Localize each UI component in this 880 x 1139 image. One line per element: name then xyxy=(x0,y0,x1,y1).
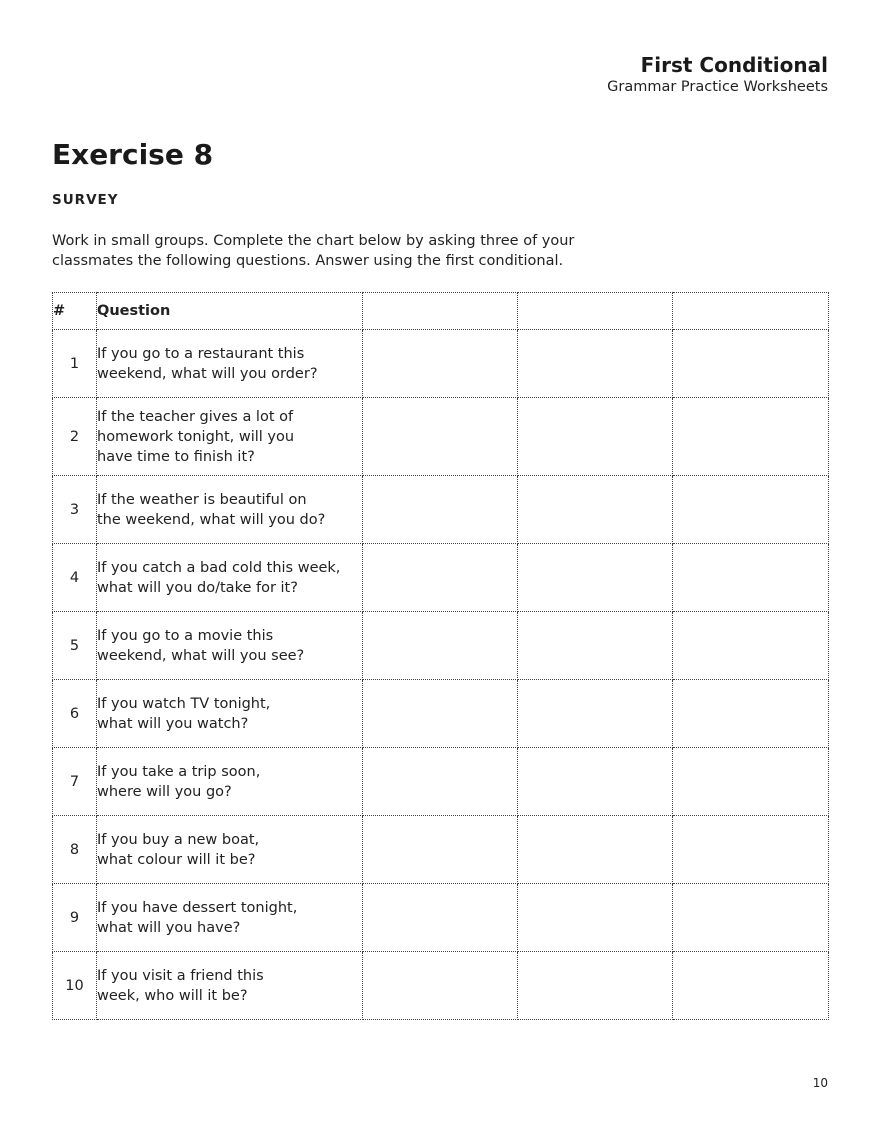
row-number: 9 xyxy=(53,884,97,952)
survey-table xyxy=(52,292,829,1020)
question-cell xyxy=(97,748,363,816)
table-row xyxy=(53,952,829,1020)
question-line: homework tonight, will you xyxy=(97,428,295,445)
answer-cell-2[interactable] xyxy=(518,330,673,398)
answer-cell-2[interactable] xyxy=(518,884,673,952)
row-number: 7 xyxy=(53,748,97,816)
table-row xyxy=(53,612,829,680)
answer-cell-2[interactable] xyxy=(518,476,673,544)
answer-cell-1[interactable] xyxy=(363,884,518,952)
question-line: week, who will it be? xyxy=(97,987,248,1004)
question-cell xyxy=(97,476,363,544)
question-line: If the weather is beautiful on xyxy=(97,491,307,508)
question-line: what colour will it be? xyxy=(97,851,256,868)
question-line: the weekend, what will you do? xyxy=(97,511,326,528)
row-number: 6 xyxy=(53,680,97,748)
question-line: have time to finish it? xyxy=(97,448,255,465)
page-number: 10 xyxy=(812,1076,828,1090)
question-line: where will you go? xyxy=(97,783,232,800)
table-row xyxy=(53,330,829,398)
answer-cell-1[interactable] xyxy=(363,748,518,816)
question-line: If you have dessert tonight, xyxy=(97,899,298,916)
answer-cell-1[interactable] xyxy=(363,816,518,884)
instructions-line: classmates the following questions. Answer using the first conditional. xyxy=(52,253,564,269)
instructions-line: Work in small groups. Complete the chart below by asking three of your xyxy=(52,233,575,249)
answer-cell-3[interactable] xyxy=(673,748,829,816)
table-row xyxy=(53,476,829,544)
question-cell xyxy=(97,680,363,748)
question-cell xyxy=(97,884,363,952)
question-cell xyxy=(97,952,363,1020)
table-row xyxy=(53,816,829,884)
answer-cell-3[interactable] xyxy=(673,680,829,748)
answer-cell-1[interactable] xyxy=(363,330,518,398)
answer-cell-2[interactable] xyxy=(518,398,673,476)
answer-cell-1[interactable] xyxy=(363,680,518,748)
exercise-title: Exercise 8 xyxy=(52,138,214,171)
row-number: 1 xyxy=(53,330,97,398)
answer-cell-3[interactable] xyxy=(673,476,829,544)
question-cell xyxy=(97,398,363,476)
question-line: what will you watch? xyxy=(97,715,249,732)
answer-cell-1[interactable] xyxy=(363,398,518,476)
question-line: weekend, what will you see? xyxy=(97,647,305,664)
question-cell xyxy=(97,544,363,612)
question-line: what will you do/take for it? xyxy=(97,579,298,596)
question-line: If you go to a restaurant this xyxy=(97,345,305,362)
answer-cell-1[interactable] xyxy=(363,612,518,680)
header-classmate-1 xyxy=(363,293,518,330)
table-row xyxy=(53,884,829,952)
question-line: If the teacher gives a lot of xyxy=(97,408,294,425)
question-line: If you take a trip soon, xyxy=(97,763,261,780)
answer-cell-3[interactable] xyxy=(673,398,829,476)
row-number: 8 xyxy=(53,816,97,884)
section-label: SURVEY xyxy=(52,192,119,208)
header-classmate-2 xyxy=(518,293,673,330)
answer-cell-3[interactable] xyxy=(673,544,829,612)
question-line: If you catch a bad cold this week, xyxy=(97,559,341,576)
table-row xyxy=(53,748,829,816)
question-line: what will you have? xyxy=(97,919,241,936)
question-line: If you visit a friend this xyxy=(97,967,264,984)
answer-cell-2[interactable] xyxy=(518,952,673,1020)
answer-cell-2[interactable] xyxy=(518,544,673,612)
table-header-row xyxy=(53,293,829,330)
question-cell xyxy=(97,612,363,680)
row-number: 2 xyxy=(53,398,97,476)
header-title: First Conditional xyxy=(640,53,828,77)
question-cell xyxy=(97,816,363,884)
table-row xyxy=(53,544,829,612)
header-question: Question xyxy=(97,293,363,330)
row-number: 10 xyxy=(53,952,97,1020)
answer-cell-2[interactable] xyxy=(518,680,673,748)
answer-cell-3[interactable] xyxy=(673,612,829,680)
question-line: weekend, what will you order? xyxy=(97,365,318,382)
question-line: If you go to a movie this xyxy=(97,627,274,644)
row-number: 4 xyxy=(53,544,97,612)
header-subtitle: Grammar Practice Worksheets xyxy=(607,79,828,95)
answer-cell-1[interactable] xyxy=(363,476,518,544)
answer-cell-1[interactable] xyxy=(363,544,518,612)
answer-cell-1[interactable] xyxy=(363,952,518,1020)
row-number: 5 xyxy=(53,612,97,680)
answer-cell-2[interactable] xyxy=(518,748,673,816)
answer-cell-2[interactable] xyxy=(518,612,673,680)
question-cell xyxy=(97,330,363,398)
header-number: # xyxy=(53,293,97,330)
answer-cell-3[interactable] xyxy=(673,952,829,1020)
answer-cell-2[interactable] xyxy=(518,816,673,884)
table-row xyxy=(53,398,829,476)
answer-cell-3[interactable] xyxy=(673,330,829,398)
answer-cell-3[interactable] xyxy=(673,884,829,952)
question-line: If you buy a new boat, xyxy=(97,831,260,848)
question-line: If you watch TV tonight, xyxy=(97,695,271,712)
instructions xyxy=(52,231,575,271)
table-row xyxy=(53,680,829,748)
header-classmate-3 xyxy=(673,293,829,330)
answer-cell-3[interactable] xyxy=(673,816,829,884)
row-number: 3 xyxy=(53,476,97,544)
